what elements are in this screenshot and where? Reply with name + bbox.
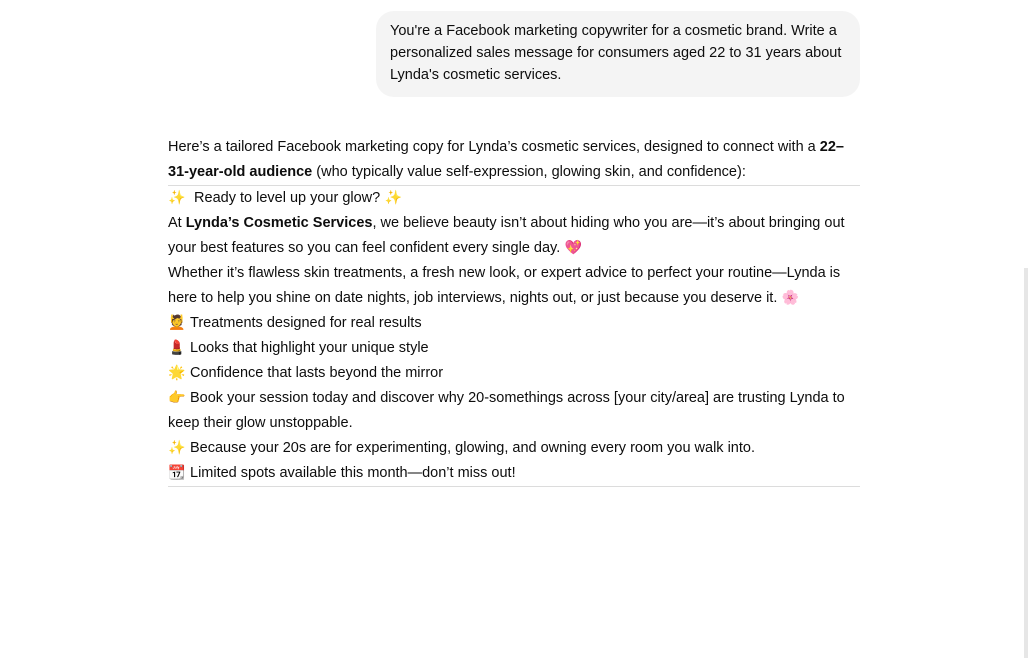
services-text: Whether it’s flawless skin treatments, a fresh new look, or expert advice to perfect your routine—Lynda is here to help you shine on date nights, job interviews, nights out, or just because you deserve it. (168, 265, 841, 306)
list-item-text: Looks that highlight your unique style (190, 340, 429, 356)
about-prefix: At (168, 215, 186, 231)
list-item (168, 361, 860, 386)
cta-text: Book your session today and discover why 20-somethings across [your city/area] are trusting Lynda to keep their glow unstoppable. (168, 390, 845, 431)
calendar-icon: 📆 (168, 465, 186, 481)
paragraph-about (168, 211, 860, 261)
urgency-text: Limited spots available this month—don’t miss out! (190, 465, 516, 481)
user-message-bubble (376, 11, 860, 97)
list-item (168, 336, 860, 361)
assistant-intro (168, 135, 860, 185)
scrollbar[interactable] (1024, 268, 1028, 658)
star-icon: 🌟 (168, 365, 186, 381)
headline (168, 186, 860, 211)
list-item-text: Treatments designed for real results (190, 315, 422, 331)
blossom-icon: 🌸 (781, 290, 800, 306)
divider (168, 486, 860, 487)
intro-text: Here’s a tailored Facebook marketing copy for Lynda’s cosmetic services, designed to connect with a (168, 139, 820, 155)
assistant-message (168, 135, 860, 487)
about-text: , we believe beauty isn’t about hiding who you are—it’s about bringing out your best features so you can feel confident every single day. (168, 215, 845, 256)
paragraph-services (168, 261, 860, 311)
user-message-text: You're a Facebook marketing copywriter for a cosmetic brand. Write a personalized sales message for consumers aged 22 to 31 years about Lynda's cosmetic services. (390, 23, 842, 83)
list-item (168, 311, 860, 336)
benefits-list (168, 311, 860, 386)
sparkles-icon: ✨ (384, 190, 402, 206)
closing-text: Because your 20s are for experimenting, glowing, and owning every room you walk into. (190, 440, 755, 456)
sparkles-icon: ✨ (168, 190, 186, 206)
closing-line (168, 436, 860, 461)
intro-tail: (who typically value self-expression, glowing skin, and confidence): (312, 164, 746, 180)
headline-text: Ready to level up your glow? (190, 190, 385, 206)
lipstick-icon: 💄 (168, 340, 186, 356)
urgency-line (168, 461, 860, 486)
pointing-hand-icon: 👉 (168, 390, 186, 406)
call-to-action (168, 386, 860, 436)
sparkles-icon: ✨ (168, 440, 186, 456)
heart-icon: 💖 (564, 240, 583, 256)
intro-audience: 22–31-year-old audience (168, 139, 844, 180)
brand-name: Lynda’s Cosmetic Services (185, 215, 373, 231)
massage-icon: 💆 (168, 315, 186, 331)
list-item-text: Confidence that lasts beyond the mirror (190, 365, 444, 381)
